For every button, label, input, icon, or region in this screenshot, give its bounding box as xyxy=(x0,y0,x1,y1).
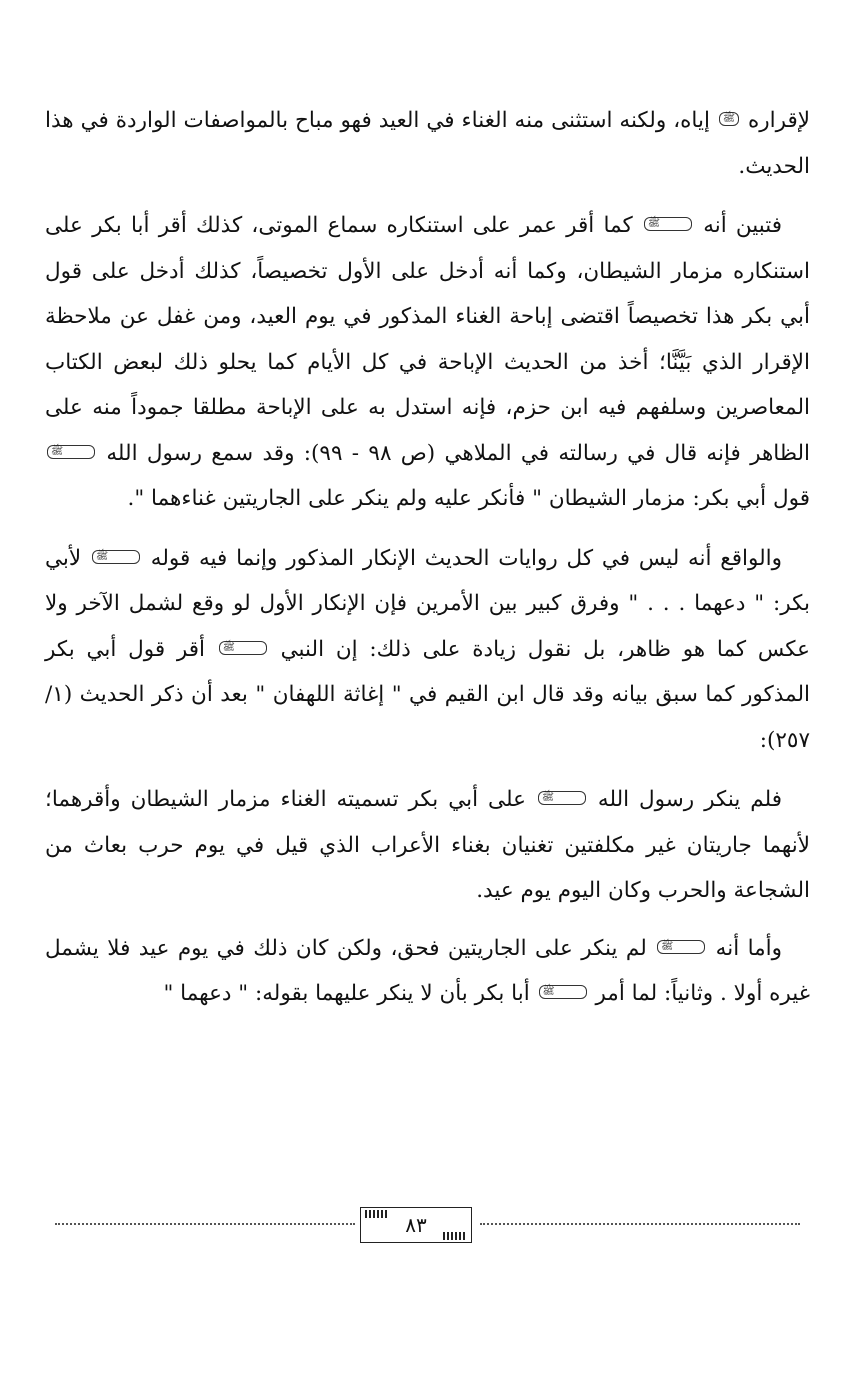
footer-rule-right xyxy=(480,1223,800,1225)
pbuh-honorific-icon: ﷺ xyxy=(92,550,140,564)
text-segment: فتبين أنه xyxy=(694,213,782,238)
pbuh-honorific-icon: ﷺ xyxy=(539,985,587,999)
text-segment: لأبي بكر: " دعهما . . . " وفرق كبير بين الأمرين فإن الإنكار الأول لو وقع لشمل الآخر ولا عكس كما هو ظاهر، بل نقول زيادة على ذلك: إن النبي xyxy=(45,545,810,662)
body-text xyxy=(45,98,810,1017)
text-segment: قول أبي بكر: مزمار الشيطان " فأنكر عليه ولم ينكر على الجاريتين غناءهما ". xyxy=(127,486,810,511)
text-segment: أقر قول أبي بكر المذكور كما سبق بيانه وقد قال ابن القيم في " إغاثة اللهفان " بعد أن ذكر الحديث (١/ ٢٥٧): xyxy=(45,636,810,753)
pbuh-honorific-icon: ﷺ xyxy=(219,641,267,655)
pbuh-honorific-icon: ﷺ xyxy=(644,217,692,231)
page-number-frame xyxy=(360,1207,472,1243)
pbuh-honorific-icon: ﷺ xyxy=(538,791,586,805)
paragraph-2 xyxy=(45,203,810,522)
pbuh-honorific-icon: ﷺ xyxy=(47,445,95,459)
text-segment: فلم ينكر رسول الله xyxy=(587,787,782,812)
paragraph-4 xyxy=(45,777,810,914)
pbuh-honorific-icon: ﷺ xyxy=(719,112,739,126)
text-segment: والواقع أنه ليس في كل روايات الحديث الإنكار المذكور وإنما فيه قوله xyxy=(142,545,782,571)
text-segment: أبا بكر بأن لا ينكر عليهما بقوله: " دعهما " xyxy=(163,981,537,1006)
text-segment: كما أقر عمر على استنكاره سماع الموتى، كذلك أقر أبا بكر على استنكاره مزمار الشيطان، وكما أنه أدخل على الأول تخصيصاً، كذلك أدخل على قول أبي بكر هذا تخصيصاً اقتضى إباحة الغناء المذكور في يوم العيد، ومن غفل عن ملاحظة الإقرار الذي بَيَّنَّا؛ أخذ من الحديث الإباحة في كل الأيام كما يحلو ذلك لبعض الكتاب المعاصرين وسلفهم فيه ابن حزم، فإنه استدل به على الإباحة مطلقا جموداً منه على الظاهر فإنه قال في رسالته في الملاهي (ص ٩٨ - ٩٩): وقد سمع رسول الله xyxy=(45,213,810,466)
text-segment: على أبي بكر تسميته الغناء مزمار الشيطان وأقرهما؛ لأنهما جاريتان غير مكلفتين تغنيان بغناء الأعراب الذي قيل في يوم حرب بعاث من الشجاعة والحرب وكان اليوم يوم عيد. xyxy=(45,787,810,903)
page-number: ٨٣ xyxy=(405,1213,427,1237)
paragraph-5 xyxy=(45,926,810,1017)
text-segment: إياه، ولكنه استثنى منه الغناء في العيد فهو مباح بالمواصفات الواردة في هذا الحديث. xyxy=(45,108,810,179)
text-segment: لم ينكر على الجاريتين فحق، ولكن كان ذلك في يوم عيد فلا يشمل غيره أولا . وثانياً: لما أمر xyxy=(45,935,810,1006)
paragraph-3 xyxy=(45,536,810,764)
text-segment: وأما أنه xyxy=(707,935,782,961)
paragraph-1 xyxy=(45,98,810,189)
footer-rule-left xyxy=(55,1223,355,1225)
pbuh-honorific-icon: ﷺ xyxy=(657,940,705,954)
text-segment: لإقراره xyxy=(741,108,810,133)
page-footer xyxy=(55,1207,800,1247)
